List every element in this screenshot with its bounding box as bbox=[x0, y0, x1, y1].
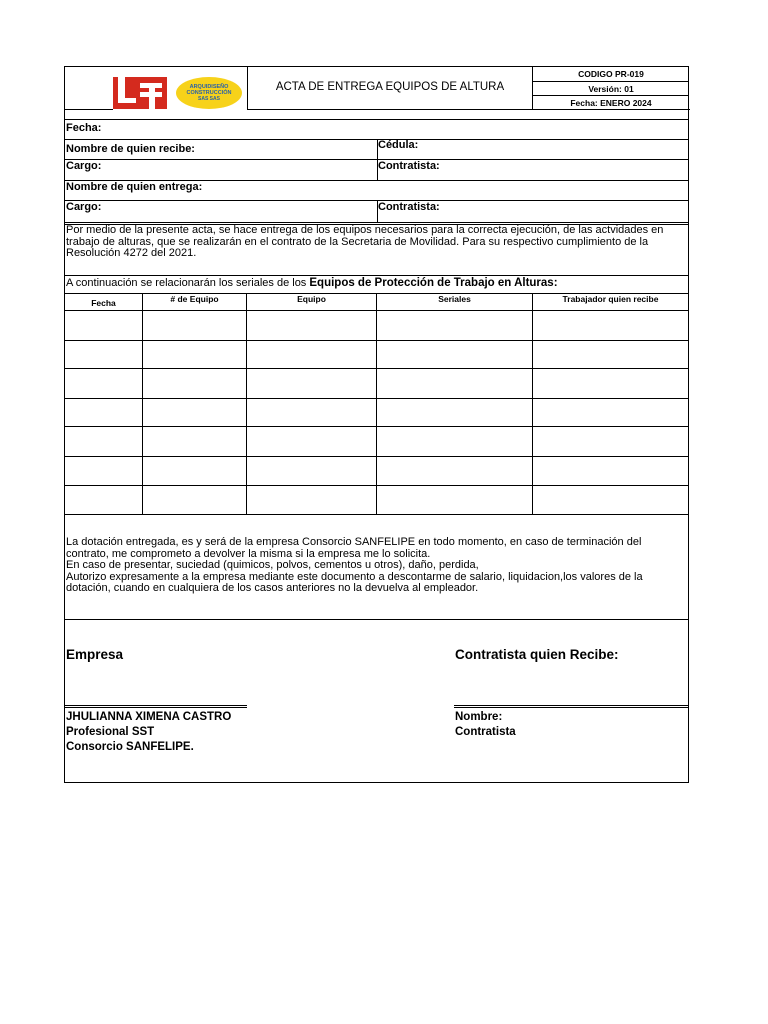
logo-text-2: CONSTRUCCIÓN bbox=[186, 90, 232, 96]
document-version: Versión: 01 bbox=[588, 84, 634, 94]
signer-company: Consorcio SANFELIPE. bbox=[66, 741, 194, 753]
table-row[interactable] bbox=[65, 457, 688, 485]
field-cedula[interactable]: Cédula: bbox=[378, 139, 419, 151]
logo-text-3: SAS SAS bbox=[198, 96, 220, 102]
col-equipo: Equipo bbox=[297, 294, 326, 304]
signature-line-company bbox=[65, 705, 247, 706]
field-contratista-1[interactable]: Contratista: bbox=[378, 160, 440, 172]
declaration-paragraph bbox=[66, 537, 687, 595]
logo-text-1: ARQUIDISEÑO bbox=[189, 84, 229, 90]
equipment-table bbox=[65, 293, 688, 514]
field-fecha[interactable]: Fecha: bbox=[66, 122, 102, 134]
document-form bbox=[64, 66, 689, 783]
table-row[interactable] bbox=[65, 399, 688, 426]
serials-intro bbox=[66, 277, 558, 289]
col-trabajador: Trabajador quien recibe bbox=[562, 294, 659, 304]
document-code: CODIGO PR-019 bbox=[578, 69, 644, 79]
declaration-line-2: En caso de presentar, suciedad (quimicos, polvos, cementos u otros), daño, perdida, bbox=[66, 559, 479, 571]
field-contratista-2[interactable]: Contratista: bbox=[378, 201, 440, 213]
table-row[interactable] bbox=[65, 486, 688, 514]
table-row[interactable] bbox=[65, 311, 688, 340]
contractor-role: Contratista bbox=[455, 726, 516, 738]
table-row[interactable] bbox=[65, 369, 688, 398]
serials-intro-text: A continuación se relacionarán los seriales de los bbox=[66, 277, 310, 289]
col-seriales: Seriales bbox=[438, 294, 471, 304]
logo-graphic bbox=[113, 75, 245, 111]
table-row[interactable] bbox=[65, 427, 688, 456]
contractor-name-field[interactable]: Nombre: bbox=[455, 711, 503, 723]
document-date: Fecha: ENERO 2024 bbox=[570, 98, 652, 108]
col-equipo-num: # de Equipo bbox=[170, 294, 219, 304]
field-nombre-recibe[interactable]: Nombre de quien recibe: bbox=[66, 143, 195, 155]
serials-intro-bold: Equipos de Protección de Trabajo en Alturas: bbox=[309, 277, 558, 289]
declaration-line-1: La dotación entregada, es y será de la empresa Consorcio SANFELIPE en todo momento, en caso de terminación del contrato, me comprometo a devolver la misma si la empresa me lo solicita. bbox=[66, 536, 642, 560]
field-cargo-2[interactable]: Cargo: bbox=[66, 201, 102, 213]
signer-name: JHULIANNA XIMENA CASTRO bbox=[66, 711, 232, 723]
company-logo bbox=[113, 75, 245, 111]
signature-contractor-title: Contratista quien Recibe: bbox=[455, 647, 619, 662]
document-title: ACTA DE ENTREGA EQUIPOS DE ALTURA bbox=[275, 81, 505, 93]
field-nombre-entrega[interactable]: Nombre de quien entrega: bbox=[66, 181, 203, 193]
intro-paragraph: Por medio de la presente acta, se hace entrega de los equipos necesarios para la correcta ejecución, de las actvidades en trabajo de alturas, que se realizarán en el contrato de la Secretaria de Movilidad. Para su respectivo cumplimiento de la Resolución 4272 del 2021. bbox=[66, 224, 664, 259]
col-fecha: Fecha bbox=[91, 298, 116, 308]
signature-line-contractor bbox=[454, 705, 688, 706]
signer-role: Profesional SST bbox=[66, 726, 155, 738]
signature-company-title: Empresa bbox=[66, 647, 124, 662]
declaration-line-3: Autorizo expresamente a la empresa mediante este documento a descontarme de salario, liquidacion,los valores de la dotación, cuando en cualquiera de los casos anteriores no la devuelva al empleador. bbox=[66, 570, 643, 594]
table-row[interactable] bbox=[65, 341, 688, 368]
field-cargo-1[interactable]: Cargo: bbox=[66, 160, 102, 172]
